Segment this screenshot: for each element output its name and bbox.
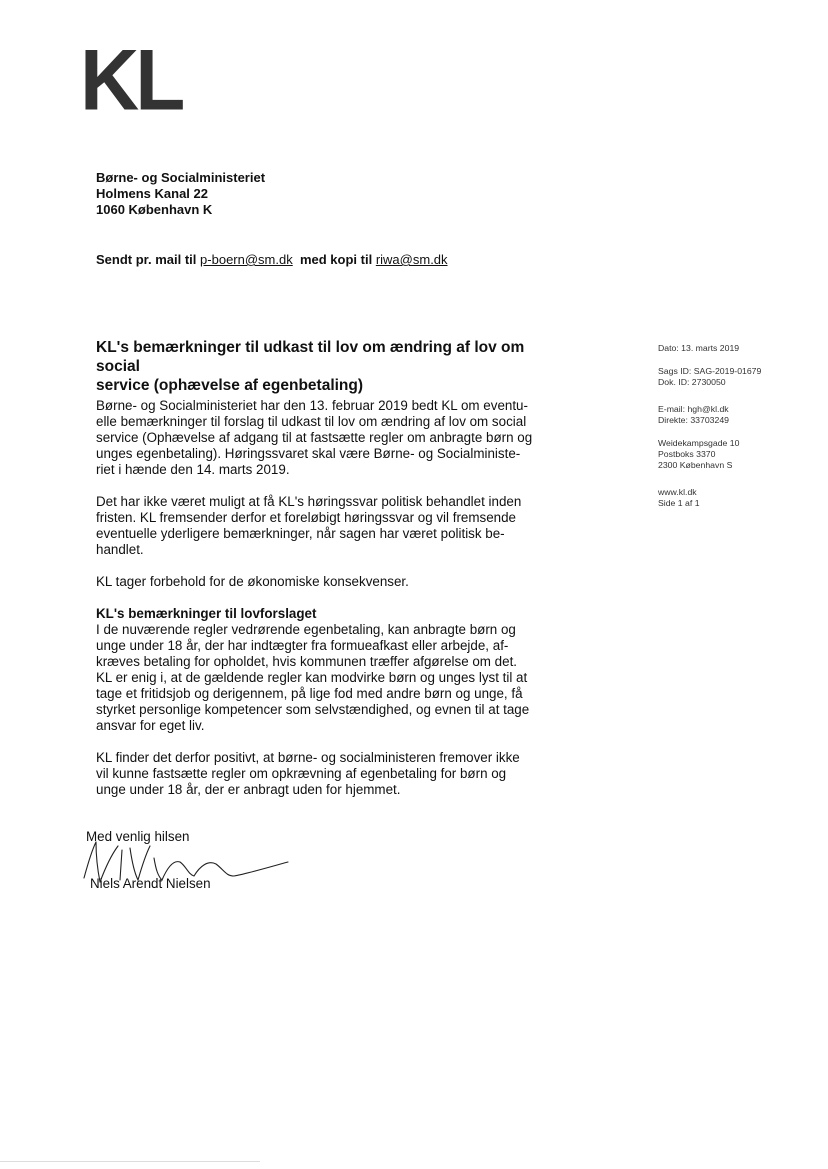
body-line: KL tager forbehold for de økonomiske konsekvenser.	[96, 574, 409, 589]
sent-middle: med kopi til	[299, 252, 373, 267]
recipient-line: Børne- og Socialministeriet	[96, 170, 266, 185]
body-line: fristen. KL fremsender derfor et foreløbigt høringssvar og vil fremsende	[96, 510, 516, 525]
meta-ids	[658, 366, 761, 388]
recipient-line: 1060 København K	[96, 202, 213, 217]
meta-address-line: Weidekampsgade 10	[658, 438, 740, 448]
body-line: I de nuværende regler vedrørende egenbetaling, kan anbragte børn og	[96, 622, 516, 637]
meta-sags-id: Sags ID: SAG-2019-01679	[658, 366, 762, 376]
meta-page-number: Side 1 af 1	[658, 498, 700, 508]
meta-web	[658, 487, 700, 509]
paragraph-3	[96, 574, 556, 590]
closing-greeting: Med venlig hilsen	[86, 829, 190, 844]
paragraph-1	[96, 398, 556, 478]
meta-date: Dato: 13. marts 2019	[658, 343, 740, 353]
signer-name: Niels Arendt Nielsen	[90, 876, 211, 891]
meta-email: E-mail: hgh@kl.dk	[658, 404, 729, 414]
body-line: Børne- og Socialministeriet har den 13. februar 2019 bedt KL om eventu-	[96, 398, 528, 413]
letter-body	[96, 398, 556, 814]
meta-website[interactable]: www.kl.dk	[658, 487, 697, 497]
page-edge-line	[0, 1161, 260, 1162]
body-line: Det har ikke været muligt at få KL's høringssvar politisk behandlet inden	[96, 494, 522, 509]
body-line: tage et fritidsjob og derigennem, på lige fod med andre børn og unge, få	[96, 686, 523, 701]
body-line: elle bemærkninger til forslag til udkast til lov om ændring af lov om social	[96, 414, 527, 429]
recipient-address	[96, 170, 265, 218]
body-line: ansvar for eget liv.	[96, 718, 205, 733]
paragraph-4	[96, 606, 556, 734]
kl-logo: KL	[80, 32, 182, 129]
sent-prefix: Sendt pr. mail til	[96, 252, 197, 267]
recipient-line: Holmens Kanal 22	[96, 186, 208, 201]
body-line: KL er enig i, at de gældende regler kan modvirke børn og unges lyst til at	[96, 670, 528, 685]
body-line: styrket personlige kompetencer som selvstændighed, og evnen til at tage	[96, 702, 530, 717]
meta-address-line: Postboks 3370	[658, 449, 716, 459]
meta-direct: Direkte: 33703249	[658, 415, 729, 425]
email-link-copy[interactable]: riwa@sm.dk	[375, 252, 448, 267]
body-line: kræves betaling for opholdet, hvis kommunen træffer afgørelse om det.	[96, 654, 518, 669]
paragraph-2	[96, 494, 556, 558]
body-line: eventuelle yderligere bemærkninger, når sagen har været politisk be-	[96, 526, 505, 541]
email-link-primary[interactable]: p-boern@sm.dk	[200, 252, 293, 267]
letter-title	[96, 338, 566, 395]
body-line: riet i hænde den 14. marts 2019.	[96, 462, 290, 477]
body-line: service (Ophævelse af adgang til at fastsætte regler om anbragte børn og	[96, 430, 533, 445]
title-line: KL's bemærkninger til udkast til lov om ændring af lov om social	[96, 339, 525, 375]
body-line: handlet.	[96, 542, 144, 557]
title-line: service (ophævelse af egenbetaling)	[96, 377, 364, 394]
paragraph-5	[96, 750, 556, 798]
meta-address-line: 2300 København S	[658, 460, 733, 470]
body-line: unges egenbetaling). Høringssvaret skal være Børne- og Socialministe-	[96, 446, 521, 461]
meta-address	[658, 438, 739, 471]
body-line: unge under 18 år, der er anbragt uden for hjemmet.	[96, 782, 401, 797]
body-line: unge under 18 år, der har indtægter fra formueafkast eller arbejde, af-	[96, 638, 509, 653]
meta-dok-id: Dok. ID: 2730050	[658, 377, 726, 387]
body-line: KL finder det derfor positivt, at børne- og socialministeren fremover ikke	[96, 750, 520, 765]
meta-contact	[658, 404, 729, 426]
sent-line	[96, 252, 448, 267]
body-line: vil kunne fastsætte regler om opkrævning af egenbetaling for børn og	[96, 766, 507, 781]
section-subheading: KL's bemærkninger til lovforslaget	[96, 606, 317, 621]
